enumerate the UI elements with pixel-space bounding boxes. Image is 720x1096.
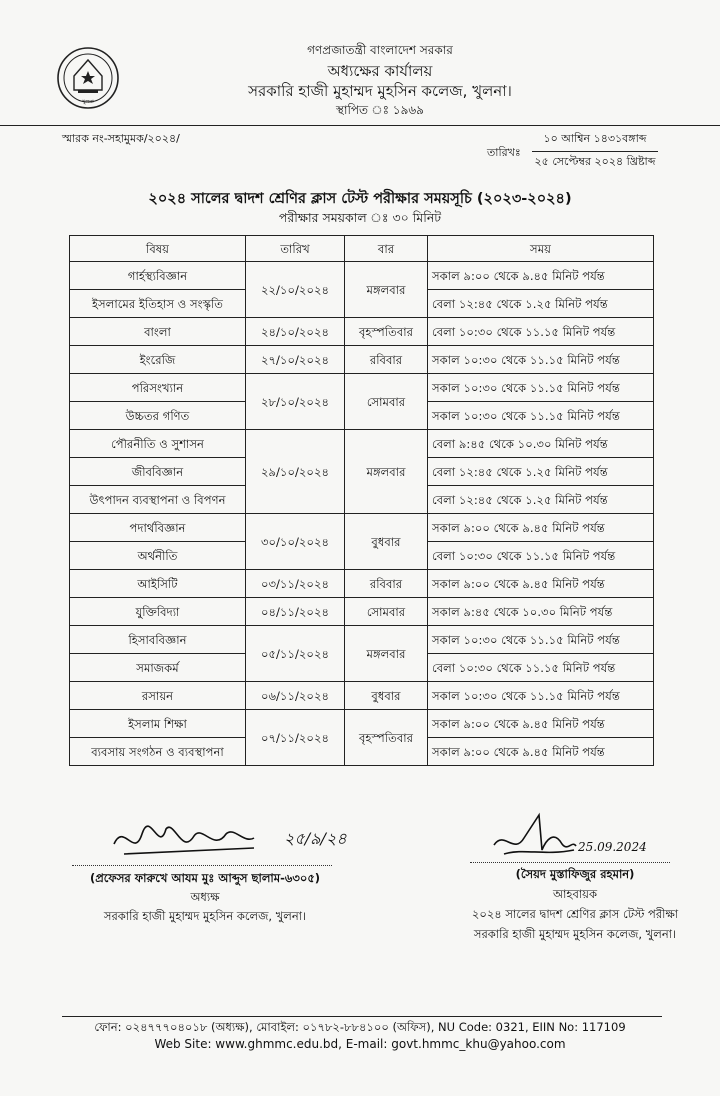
convener-committee: ২০২৪ সালের দ্বাদশ শ্রেণির ক্লাস টেস্ট পরীক্ষা [471,907,679,921]
time-cell: সকাল ১০:৩০ থেকে ১১.১৫ মিনিট পর্যন্ত [428,402,654,430]
time-cell: বেলা ১০:৩০ থেকে ১১.১৫ মিনিট পর্যন্ত [428,654,654,682]
time-cell: বেলা ১০:৩০ থেকে ১১.১৫ মিনিট পর্যন্ত [428,542,654,570]
table-row [70,318,654,346]
principal-name: (প্রফেসর ফারুখে আযম মুঃ আব্দুস ছালাম-৬৩০৫) [89,871,321,885]
date-cell: ৩০/১০/২০২৪ [246,514,345,570]
convener-signature-date: 25.09.2024 [578,840,647,854]
day-cell: রবিবার [345,570,428,598]
table-row [70,262,654,290]
table-row [70,598,654,626]
subject-cell: ইসলাম শিক্ষা [70,710,246,738]
day-cell: বুধবার [345,682,428,710]
day-cell: মঙ্গলবার [345,430,428,514]
table-row [70,346,654,374]
principal-signature-date: ২৫/৯/২৪ [284,829,347,848]
subject-cell: হিসাববিজ্ঞান [70,626,246,654]
government-name: গণপ্রজাতন্ত্রী বাংলাদেশ সরকার [307,43,453,57]
time-cell: বেলা ১০:৩০ থেকে ১১.১৫ মিনিট পর্যন্ত [428,318,654,346]
footer-divider [62,1016,662,1017]
date-cell: ২৪/১০/২০২৪ [246,318,345,346]
time-cell: বেলা ১২:৪৫ থেকে ১.২৫ মিনিট পর্যন্ত [428,458,654,486]
header-subject: বিষয় [70,236,246,262]
date-cell: ০৪/১১/২০২৪ [246,598,345,626]
subject-cell: পৌরনীতি ও সুশাসন [70,430,246,458]
table-row [70,430,654,458]
document-title: ২০২৪ সালের দ্বাদশ শ্রেণির ক্লাস টেস্ট পরীক্ষার সময়সূচি (২০২৩-২০২৪) [148,191,572,207]
svg-text:খুলনা: খুলনা [82,99,94,105]
date-cell: ২২/১০/২০২৪ [246,262,345,318]
subject-cell: ইংরেজি [70,346,246,374]
day-cell: মঙ্গলবার [345,626,428,682]
subject-cell: বাংলা [70,318,246,346]
date-label: তারিখঃ [487,146,521,159]
subject-cell: গার্হস্থ্যবিজ্ঞান [70,262,246,290]
time-cell: সকাল ১০:৩০ থেকে ১১.১৫ মিনিট পর্যন্ত [428,682,654,710]
date-english: ২৫ সেপ্টেম্বর ২০২৪ খ্রিষ্টাব্দ [532,151,658,172]
time-cell: সকাল ৯:৪৫ থেকে ১০.৩০ মিনিট পর্যন্ত [428,598,654,626]
principal-role: অধ্যক্ষ [190,890,220,904]
established-year: স্থাপিত ঃ ১৯৬৯ [336,103,424,117]
subject-cell: আইসিটি [70,570,246,598]
day-cell: রবিবার [345,346,428,374]
header-time: সময় [428,236,654,262]
header-divider [0,125,720,126]
exam-schedule-table [69,235,654,766]
subject-cell: রসায়ন [70,682,246,710]
convener-signature-line [470,862,670,863]
day-cell: সোমবার [345,374,428,430]
time-cell: সকাল ৯:০০ থেকে ৯.৪৫ মিনিট পর্যন্ত [428,262,654,290]
table-row [70,710,654,738]
time-cell: সকাল ৯:০০ থেকে ৯.৪৫ মিনিট পর্যন্ত [428,570,654,598]
time-cell: সকাল ৯:০০ থেকে ৯.৪৫ মিনিট পর্যন্ত [428,738,654,766]
time-cell: সকাল ১০:৩০ থেকে ১১.১৫ মিনিট পর্যন্ত [428,626,654,654]
date-cell: ০৭/১১/২০২৪ [246,710,345,766]
subject-cell: উচ্চতর গণিত [70,402,246,430]
table-row [70,570,654,598]
table-row [70,626,654,654]
convener-role: আহবায়ক [552,887,597,901]
college-seal-logo [56,46,120,110]
date-cell: ২৭/১০/২০২৪ [246,346,345,374]
footer-web-email: Web Site: www.ghmmc.edu.bd, E-mail: govt.hmmc_khu@yahoo.com [154,1037,566,1051]
subject-cell: জীববিজ্ঞান [70,458,246,486]
date-cell: ০৩/১১/২০২৪ [246,570,345,598]
day-cell: বুধবার [345,514,428,570]
day-cell: বৃহস্পতিবার [345,318,428,346]
subject-cell: পদার্থবিজ্ঞান [70,514,246,542]
subject-cell: সমাজকর্ম [70,654,246,682]
date-cell: ২৯/১০/২০২৪ [246,430,345,514]
table-row [70,682,654,710]
date-cell: ০৬/১১/২০২৪ [246,682,345,710]
header-date: তারিখ [246,236,345,262]
date-cell: ২৮/১০/২০২৪ [246,374,345,430]
subject-cell: যুক্তিবিদ্যা [70,598,246,626]
principal-signature-line [72,865,332,866]
day-cell: বৃহস্পতিবার [345,710,428,766]
date-bangla: ১০ আশ্বিন ১৪৩১বঙ্গাব্দ [543,132,647,145]
convener-signature [484,810,664,865]
day-cell: মঙ্গলবার [345,262,428,318]
time-cell: বেলা ১২:৪৫ থেকে ১.২৫ মিনিট পর্যন্ত [428,290,654,318]
time-cell: সকাল ৯:০০ থেকে ৯.৪৫ মিনিট পর্যন্ত [428,514,654,542]
time-cell: বেলা ১২:৪৫ থেকে ১.২৫ মিনিট পর্যন্ত [428,486,654,514]
time-cell: বেলা ৯:৪৫ থেকে ১০.৩০ মিনিট পর্যন্ত [428,430,654,458]
time-cell: সকাল ১০:৩০ থেকে ১১.১৫ মিনিট পর্যন্ত [428,346,654,374]
subject-cell: অর্থনীতি [70,542,246,570]
college-name: সরকারি হাজী মুহাম্মদ মুহসিন কলেজ, খুলনা। [248,82,512,100]
convener-org: সরকারি হাজী মুহাম্মদ মুহসিন কলেজ, খুলনা। [473,927,677,941]
footer-contact: ফোন: ০২৪৭৭৭০৪০১৮ (অধ্যক্ষ), মোবাইল: ০১৭৮২-৮৮৪১০০ (অফিস), NU Code: 0321, EIIN No: 117109 [94,1020,626,1034]
day-cell: সোমবার [345,598,428,626]
subject-cell: পরিসংখ্যান [70,374,246,402]
table-row [70,374,654,402]
memo-number: স্মারক নং-সহামুমক/২০২৪/ [62,132,180,145]
subject-cell: ব্যবসায় সংগঠন ও ব্যবস্থাপনা [70,738,246,766]
subject-cell: ইসলামের ইতিহাস ও সংস্কৃতি [70,290,246,318]
header-day: বার [345,236,428,262]
table-row [70,514,654,542]
office-name: অধ্যক্ষের কার্যালয় [327,62,433,80]
convener-name: (সৈয়দ মুস্তাফিজুর রহমান) [515,867,635,881]
principal-org: সরকারি হাজী মুহাম্মদ মুহসিন কলেজ, খুলনা। [103,909,307,923]
date-cell: ০৫/১১/২০২৪ [246,626,345,682]
table-header-row [70,236,654,262]
time-cell: সকাল ৯:০০ থেকে ৯.৪৫ মিনিট পর্যন্ত [428,710,654,738]
subject-cell: উৎপাদন ব্যবস্থাপনা ও বিপণন [70,486,246,514]
time-cell: সকাল ১০:৩০ থেকে ১১.১৫ মিনিট পর্যন্ত [428,374,654,402]
exam-duration: পরীক্ষার সময়কাল ঃ ৩০ মিনিট [278,210,442,225]
